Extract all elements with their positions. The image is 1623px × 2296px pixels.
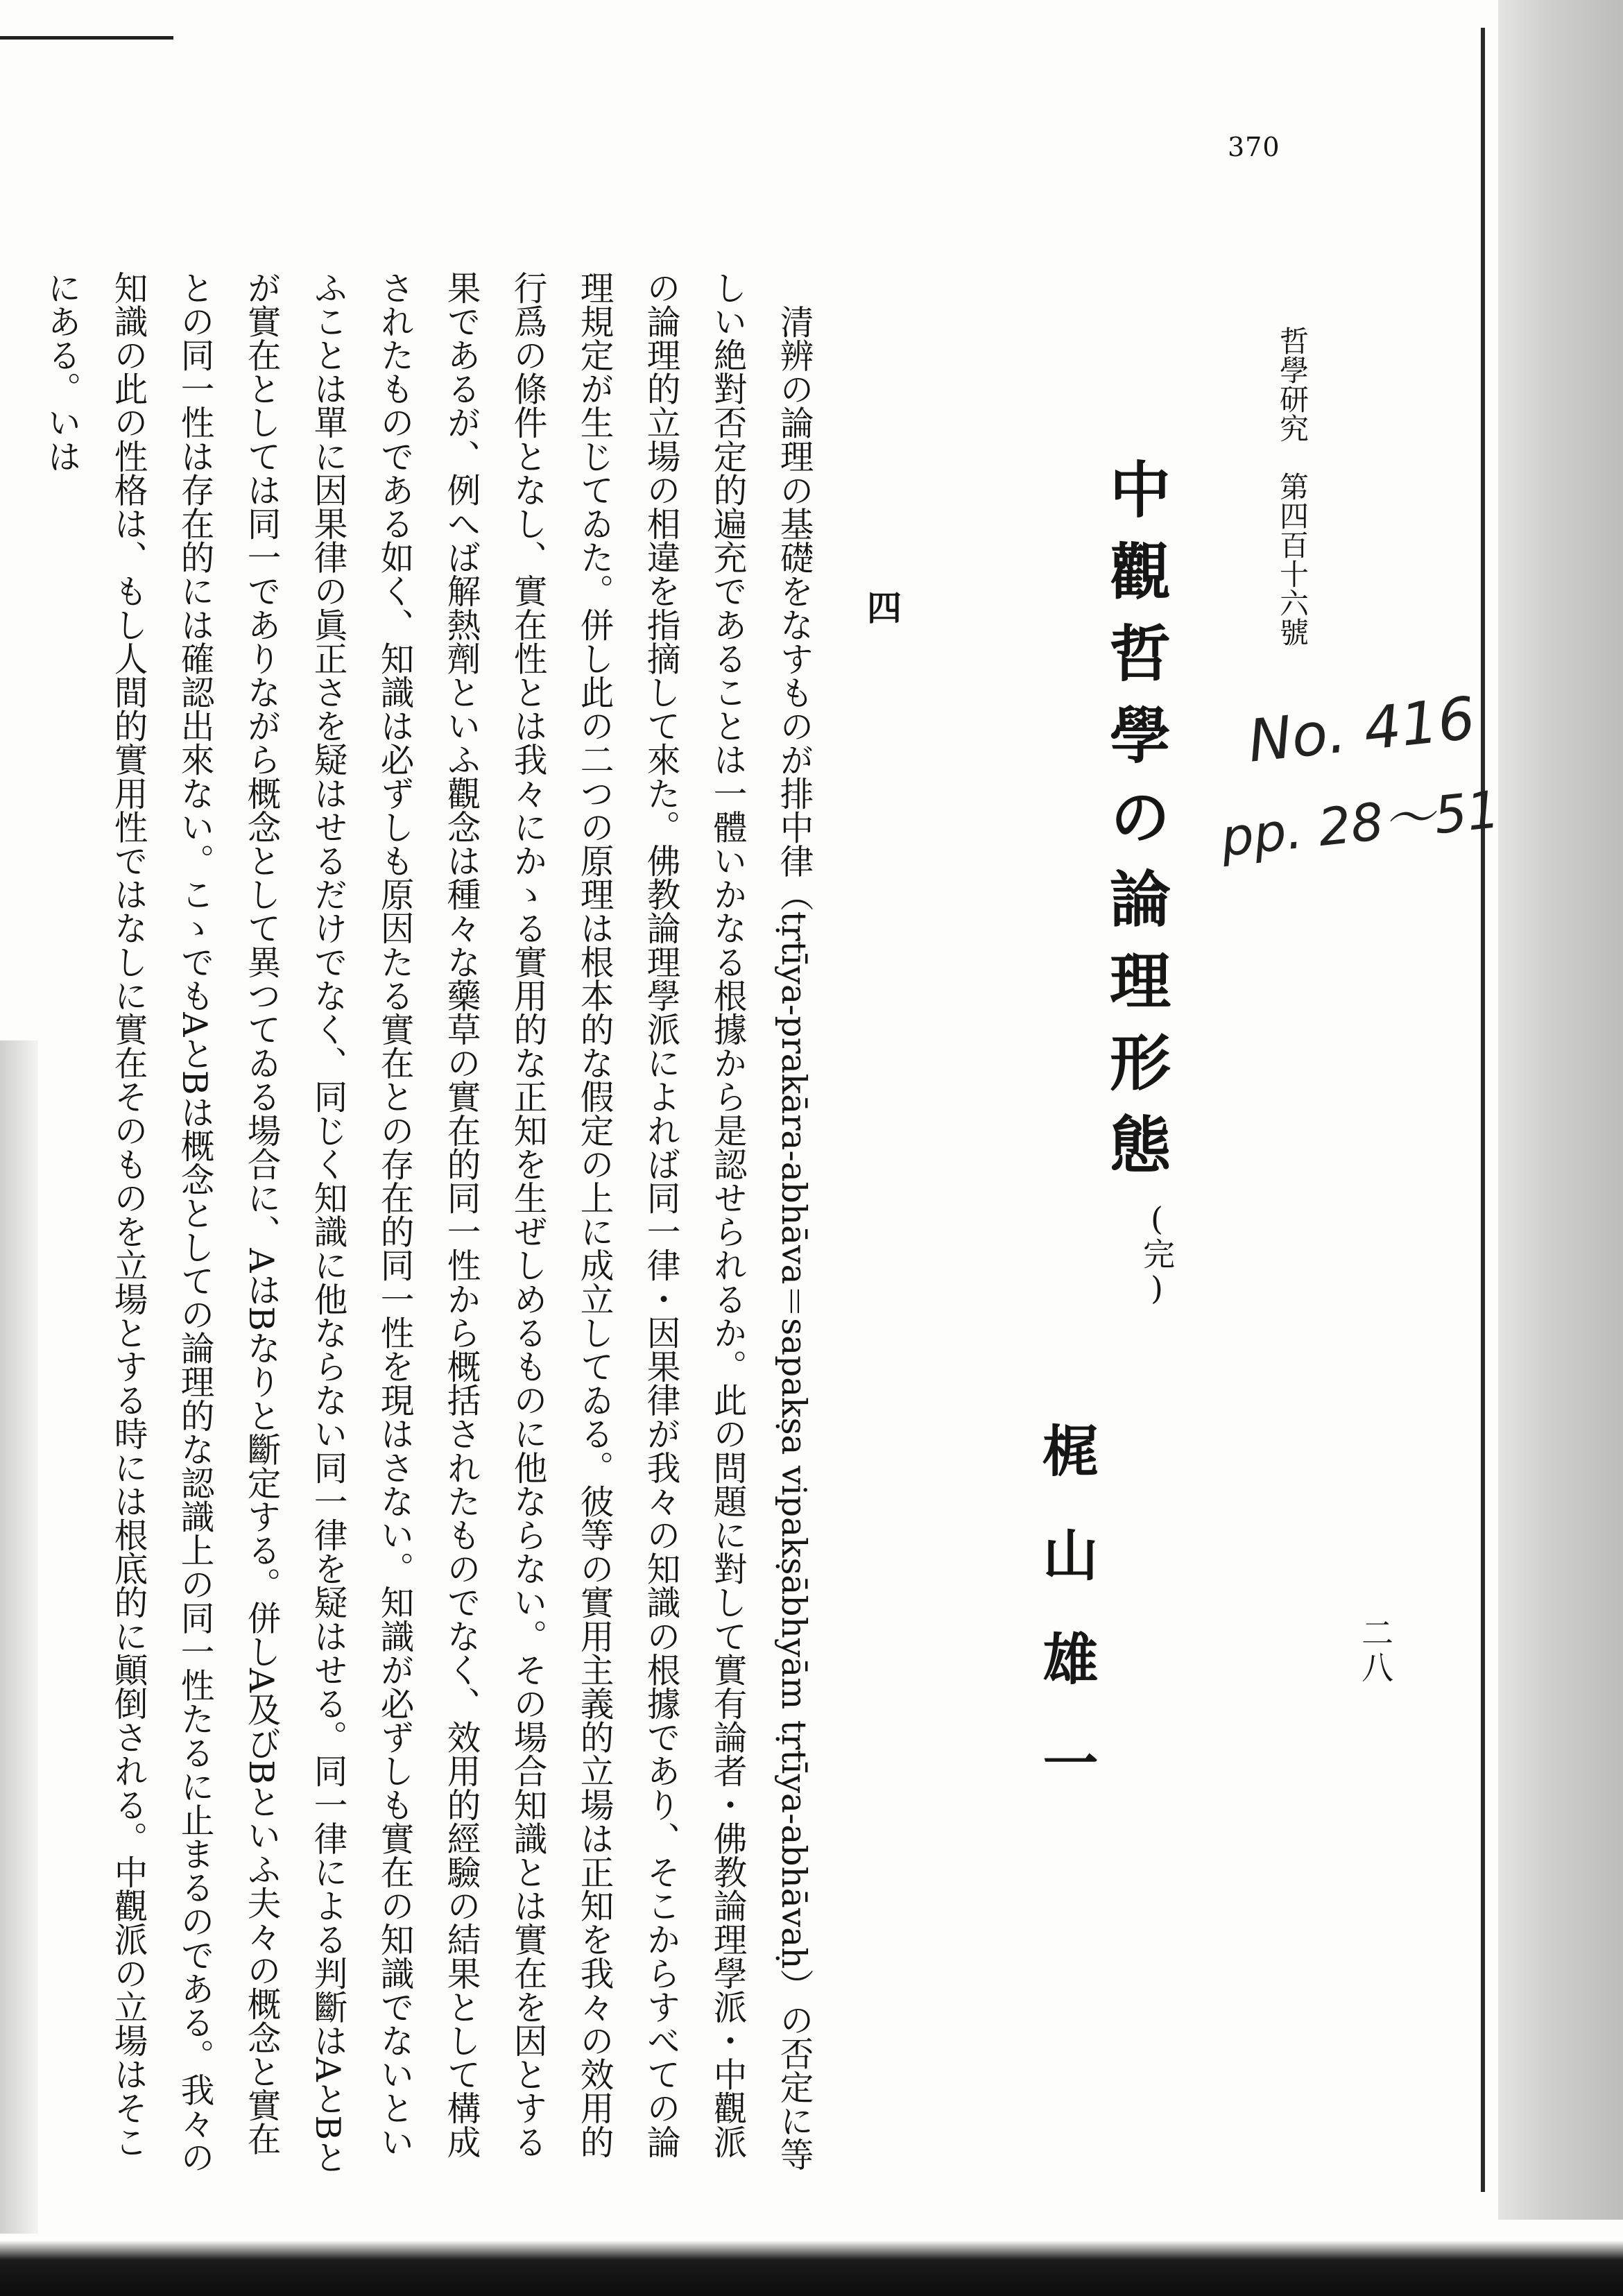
paragraph: 清辨の論理の基礎をなすものが排中律（tṛtīya-prakāra-abhāva＝sapakṣa vipakṣābhyām tṛtīya-abhāvaḥ）の否定に等しい絶對否定的遍充であることは一體いかなる根據から是認せられるか。此の問題に對して實有論者・佛教論理學派・中觀派の論理的立場の相違を指摘して來た。佛教論理學派によれば同一律・因果律が我々の知識の根據であり、そこからすべての論理規定が生じてゐた。併し此の二つの原理は根本的な假定の上に成立してゐる。彼等の實用主義的立場は正知を我々の效用的行爲の條件となし、實在性とは我々にかゝる實用的な正知を生ぜしめるものに他ならない。その場合知識とは實在を因とする果であるが、例へば解熱劑といふ觀念は種々な藥草の實在的同一性から概括されたものでなく、效用的經驗の結果として構成されたものである如く、知識は必ずしも原因たる實在との存在的同一性を現はさない。知識が必ずしも實在の知識でないといふことは單に因果律の眞正さを疑はせるだけでなく、同じく知識に他ならない同一律を疑はせる。同一律による判斷はAとBとが實在としては同一でありながら概念として異つてゐる場合に、AはBなりと斷定する。併しA及びBといふ夫々の概念と實在との同一性は存在的には確認出來ない。こゝでもAとBは概念としての論理的な認識上の同一性たるに止まるのである。我々の知識の此の性格は、もし人間的實用性ではなしに實在そのものを立場とする時には根底的に顚倒される。中觀派の立場はそこにある。いは [42, 271, 813, 2174]
scan-shadow-right [1498, 0, 1623, 2220]
journal-header: 哲學研究 第四百十六號 [1276, 326, 1309, 646]
article-title: 中觀哲學の論理形態 [1100, 458, 1172, 1194]
body-text [28, 271, 827, 2178]
section-heading: 四 [861, 590, 902, 624]
handwritten-issue-note: No. 416 [1244, 683, 1479, 776]
page-number: 370 [1228, 132, 1280, 162]
page-edge-line [1481, 28, 1485, 2192]
scan-shadow-bottom [0, 2241, 1623, 2296]
folio-number: 二八 [1357, 1616, 1394, 1686]
handwritten-pages-note: pp. 28～51 [1218, 780, 1503, 868]
top-rule [0, 36, 173, 40]
author-name: 梶山雄一 [1033, 1422, 1099, 1838]
title-completion-mark: (完) [1138, 1200, 1176, 1307]
